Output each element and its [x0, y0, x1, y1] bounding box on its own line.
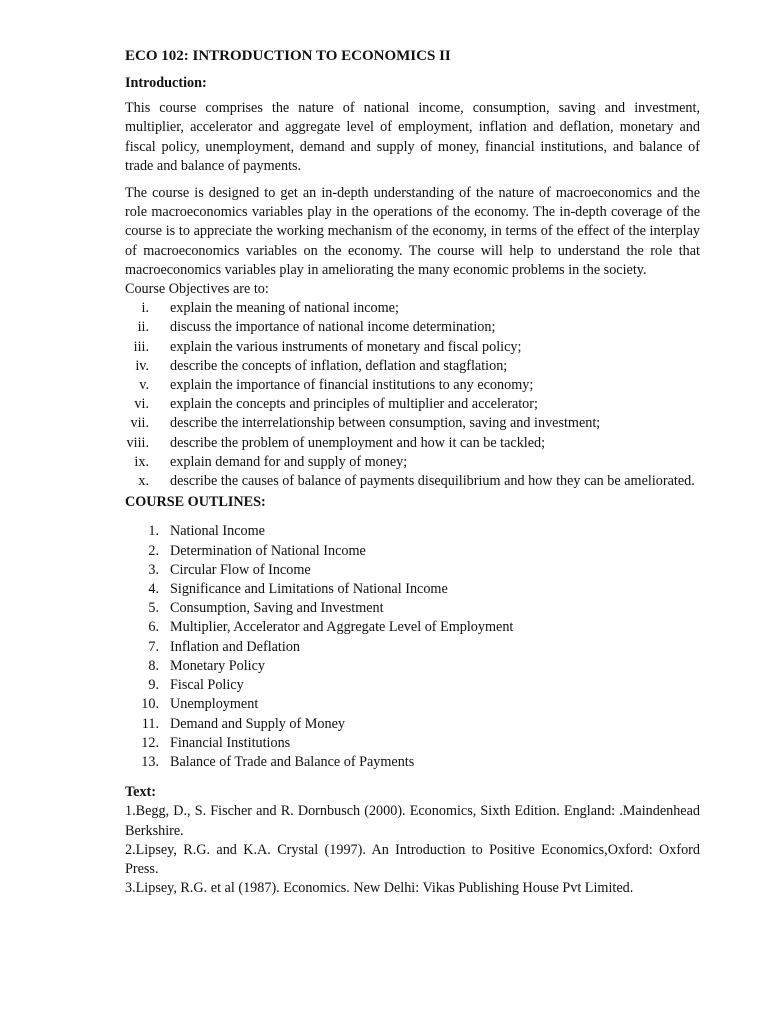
objective-item — [125, 453, 700, 472]
outline-number: 9. — [148, 677, 159, 694]
objective-text: explain demand for and supply of money; — [170, 453, 408, 470]
outline-item — [125, 734, 700, 753]
outline-item — [125, 753, 700, 772]
objective-item — [125, 299, 700, 318]
outline-text: Unemployment — [170, 696, 259, 713]
design-paragraph: The course is designed to get an in-depth understanding of the nature of macroeconomics and the role macroeconomics variables play in the operations of the economy. The in-depth coverage of the course is to appreciate the working mechanism of the economy, in terms of the effect of the interplay of macroeconomics variables on the economy. The course will help to understand the role that macroeconomics variables play in ameliorating the many economic problems in the society. — [125, 185, 700, 278]
text-heading: Text: — [125, 784, 156, 801]
objective-number: iii. — [133, 338, 149, 355]
objective-item — [125, 472, 700, 491]
objective-number: v. — [139, 377, 149, 394]
outline-text: Demand and Supply of Money — [170, 715, 345, 732]
objective-text: explain the concepts and principles of multiplier and accelerator; — [170, 396, 538, 413]
outline-item — [125, 618, 700, 637]
introduction-heading: Introduction: — [125, 75, 207, 91]
objective-text: describe the interrelationship between consumption, saving and investment; — [170, 415, 601, 432]
outline-number: 1. — [148, 523, 159, 540]
objective-item — [125, 414, 700, 433]
objective-text: explain the importance of financial institutions to any economy; — [170, 377, 534, 394]
reference-item: 3.Lipsey, R.G. et al (1987). Economics. New Delhi: Vikas Publishing House Pvt Limited. — [125, 880, 634, 897]
objective-item — [125, 338, 700, 357]
outline-text: Significance and Limitations of National Income — [170, 581, 448, 598]
references-list — [125, 802, 700, 898]
objective-item — [125, 376, 700, 395]
outline-number: 2. — [148, 542, 159, 559]
outline-text: Monetary Policy — [170, 657, 265, 674]
outline-number: 4. — [148, 581, 159, 598]
outline-item — [125, 676, 700, 695]
objective-text: describe the causes of balance of payments disequilibrium and how they can be ameliorated. — [170, 473, 695, 490]
objective-item — [125, 357, 700, 376]
objective-number: ii. — [137, 319, 149, 336]
outline-item — [125, 561, 700, 580]
outline-number: 11. — [141, 715, 159, 732]
objective-text: describe the concepts of inflation, deflation and stagflation; — [170, 357, 508, 374]
objective-number: x. — [138, 473, 149, 490]
objective-number: i. — [141, 300, 149, 317]
document-content — [125, 46, 700, 898]
objective-number: vii. — [130, 415, 149, 432]
objective-number: ix. — [134, 453, 149, 470]
outline-item — [125, 715, 700, 734]
outline-item — [125, 542, 700, 561]
objective-item — [125, 434, 700, 453]
outline-text: National Income — [170, 523, 265, 540]
objective-number: iv. — [135, 357, 149, 374]
outline-text: Fiscal Policy — [170, 677, 244, 694]
outline-item — [125, 657, 700, 676]
outline-item — [125, 522, 700, 541]
outline-number: 3. — [148, 561, 159, 578]
outline-text: Balance of Trade and Balance of Payments — [170, 753, 415, 770]
course-outlines-heading: COURSE OUTLINES: — [125, 494, 266, 511]
outline-item — [125, 638, 700, 657]
objective-text: explain the meaning of national income; — [170, 300, 399, 317]
reference-item: 1.Begg, D., S. Fischer and R. Dornbusch (2000). Economics, Sixth Edition. England: .Maindenhead Berkshire. — [125, 803, 700, 839]
outline-item — [125, 695, 700, 714]
outline-number: 6. — [148, 619, 159, 636]
outline-number: 5. — [148, 600, 159, 617]
outline-text: Consumption, Saving and Investment — [170, 600, 384, 617]
outline-text: Determination of National Income — [170, 542, 366, 559]
intro-paragraph: This course comprises the nature of national income, consumption, saving and investment, multiplier, accelerator and aggregate level of employment, inflation and deflation, monetary and fiscal policy, unemployment, demand and supply of money, financial institutions, and balance of trade and balance of payments. — [125, 100, 700, 174]
outline-text: Financial Institutions — [170, 734, 291, 751]
objective-item — [125, 318, 700, 337]
objective-text: describe the problem of unemployment and how it can be tackled; — [170, 434, 546, 451]
outline-number: 10. — [141, 696, 159, 713]
outline-number: 8. — [148, 657, 159, 674]
objective-text: explain the various instruments of monetary and fiscal policy; — [170, 338, 522, 355]
outline-number: 13. — [141, 753, 159, 770]
objectives-list — [125, 299, 700, 491]
outline-number: 7. — [148, 638, 159, 655]
outline-item — [125, 580, 700, 599]
reference-item: 2.Lipsey, R.G. and K.A. Crystal (1997). An Introduction to Positive Economics,Oxford: Oxford Press. — [125, 841, 700, 877]
objective-item — [125, 395, 700, 414]
outline-number: 12. — [141, 734, 159, 751]
objectives-intro: Course Objectives are to: — [125, 281, 269, 298]
course-outlines-list — [125, 522, 700, 772]
outline-text: Multiplier, Accelerator and Aggregate Level of Employment — [170, 619, 514, 636]
objective-number: viii. — [126, 434, 149, 451]
objective-text: discuss the importance of national income determination; — [170, 319, 496, 336]
outline-item — [125, 599, 700, 618]
outline-text: Inflation and Deflation — [170, 638, 301, 655]
course-title: ECO 102: INTRODUCTION TO ECONOMICS II — [125, 48, 451, 64]
outline-text: Circular Flow of Income — [170, 561, 311, 578]
objective-number: vi. — [134, 396, 149, 413]
